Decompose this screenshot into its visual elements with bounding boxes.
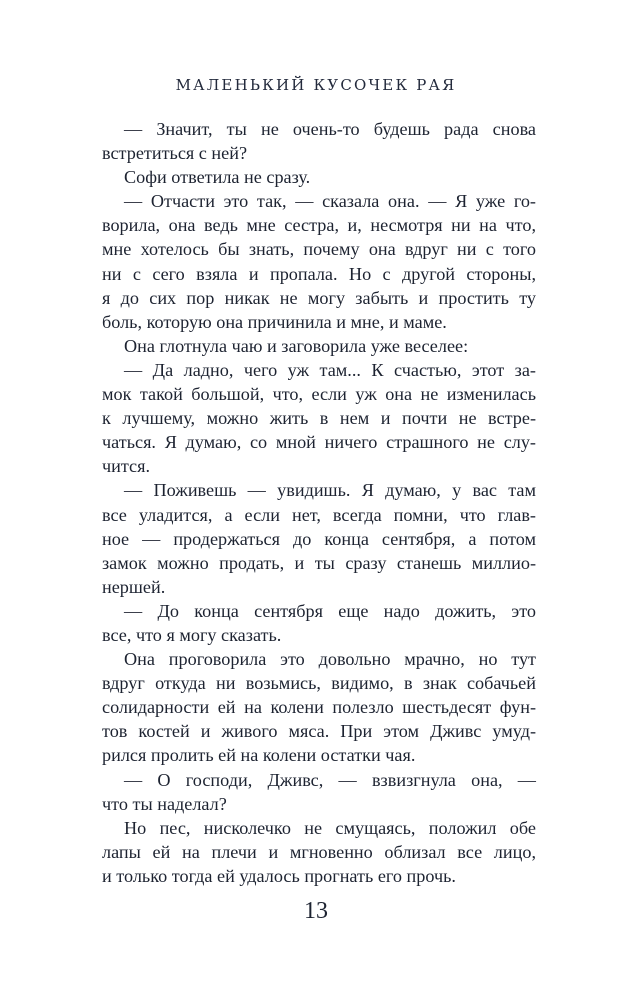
paragraph xyxy=(102,358,536,478)
paragraph xyxy=(102,816,536,888)
text-line: все, что я могу сказать. xyxy=(102,624,282,645)
paragraph xyxy=(102,117,536,165)
text-line: мне хотелось бы знать, почему она вдруг ни с того xyxy=(102,239,536,260)
paragraph xyxy=(102,647,536,767)
text-line: — Значит, ты не очень-то будешь рада снова xyxy=(124,119,536,139)
paragraph xyxy=(102,768,536,816)
text-line: рился пролить ей на колени остатки чая. xyxy=(102,745,416,766)
text-line: — О господи, Дживс, — взвизгнула она, — xyxy=(124,769,536,790)
text-line: Софи ответила не сразу. xyxy=(124,167,311,188)
paragraph xyxy=(102,478,536,598)
text-line: — Да ладно, чего уж там... К счастью, этот за- xyxy=(124,359,536,380)
text-line: ни с сего взяла и пропала. Но с другой стороны, xyxy=(102,263,536,284)
text-line: ное — продержаться до конца сентября, а потом xyxy=(102,528,536,549)
text-line: я до сих пор никак не могу забыть и простить ту xyxy=(102,287,536,308)
page-number: 13 xyxy=(304,898,328,924)
paragraph xyxy=(102,189,536,334)
text-line: нершей. xyxy=(102,576,166,597)
text-line: — До конца сентября еще надо дожить, это xyxy=(124,600,536,621)
text-line: все уладится, а если нет, всегда помни, что глав- xyxy=(102,504,536,525)
text-line: встретиться с ней? xyxy=(102,143,248,164)
paragraph xyxy=(102,165,536,189)
text-line: солидарности ей на колени полезло шестьдесят фун- xyxy=(102,697,536,718)
text-line: тов костей и живого мяса. При этом Дживс умуд- xyxy=(102,721,536,742)
paragraph xyxy=(102,599,536,647)
text-line: Она глотнула чаю и заговорила уже веселее: xyxy=(124,335,469,356)
text-line: замок можно продать, и ты сразу станешь миллио- xyxy=(102,552,536,573)
text-line: чаться. Я думаю, со мной ничего страшного не слу- xyxy=(102,432,536,453)
text-line: лапы ей на плечи и мгновенно облизал все лицо, xyxy=(102,841,536,862)
running-header: МАЛЕНЬКИЙ КУСОЧЕК РАЯ xyxy=(175,76,457,94)
text-line: что ты наделал? xyxy=(102,793,227,814)
text-line: вдруг откуда ни возьмись, видимо, в знак собачьей xyxy=(102,673,536,694)
text-line: Но пес, нисколечко не смущаясь, положил обе xyxy=(124,817,536,838)
paragraph xyxy=(102,334,536,358)
body-text xyxy=(102,117,536,888)
text-line: к лучшему, можно жить в нем и почти не встре- xyxy=(102,408,536,429)
text-line: боль, которую она причинила и мне, и маме. xyxy=(102,311,447,332)
text-line: Она проговорила это довольно мрачно, но тут xyxy=(124,649,536,670)
text-line: ворила, она ведь мне сестра, и, несмотря ни на что, xyxy=(102,215,536,236)
text-line: чится. xyxy=(102,456,151,477)
text-line: и только тогда ей удалось прогнать его прочь. xyxy=(102,865,456,886)
text-line: — Поживешь — увидишь. Я думаю, у вас там xyxy=(124,480,536,501)
text-line: мок такой большой, что, если уж она не изменилась xyxy=(102,384,536,405)
text-line: — Отчасти это так, — сказала она. — Я уже го- xyxy=(124,191,536,212)
